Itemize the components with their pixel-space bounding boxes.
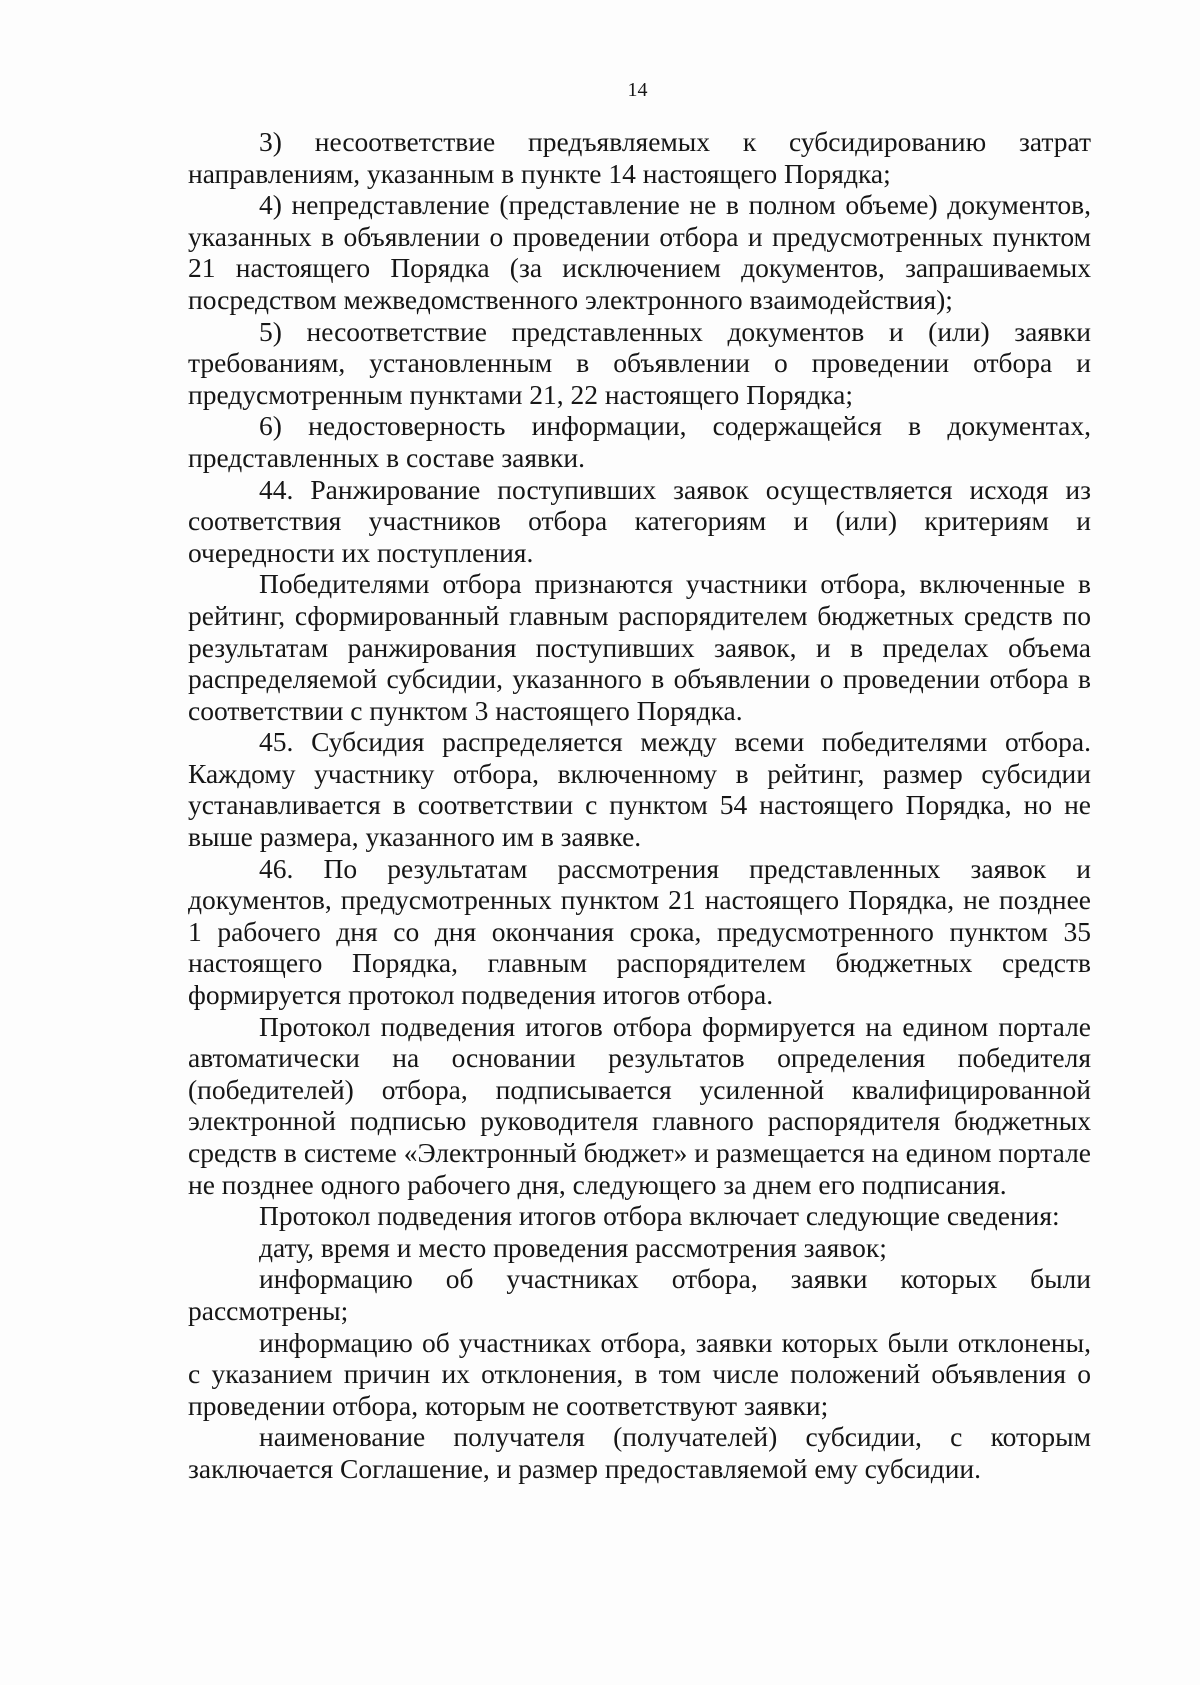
paragraph-protocol-contents: Протокол подведения итогов отбора включает следующие сведения: [259,1200,1060,1232]
page-number: 14 [627,79,648,101]
paragraph-clause-45: 45. Субсидия распределяется между всеми победителями отбора. Каждому участнику отбора, включенному в рейтинг, размер субсидии устанавливается в соответствии с пунктом 54 настоящего Порядка, но не выше размера, указанного им в заявке. [188,726,1091,853]
paragraph-protocol-formation: Протокол подведения итогов отбора формируется на едином портале автоматически на основании результатов определения победителя (победителей) отбора, подписывается усиленной квалифицированной электронной подписью руководителя главного распорядителя бюджетных средств в системе «Электронный бюджет» и размещается на едином портале не позднее одного рабочего дня, следующего за днем его подписания. [188,1010,1091,1200]
paragraph-list-considered: информацию об участниках отбора, заявки которых были рассмотрены; [188,1263,1091,1326]
paragraph-list-date: дату, время и место проведения рассмотрения заявок; [259,1231,887,1263]
paragraph-item-5: 5) несоответствие представленных документов и (или) заявки требованиям, установленным в объявлении о проведении отбора и предусмотренным пунктами 21, 22 настоящего Порядка; [188,315,1091,410]
paragraph-winners: Победителями отбора признаются участники отбора, включенные в рейтинг, сформированный главным распорядителем бюджетных средств по результатам ранжирования поступивших заявок, и в пределах объема распределяемой субсидии, указанного в объявлении о проведении отбора в соответствии с пунктом 3 настоящего Порядка. [188,568,1091,726]
paragraph-clause-44: 44. Ранжирование поступивших заявок осуществляется исходя из соответствия участников отбора категориям и (или) критериям и очередности их поступления. [188,473,1091,568]
paragraph-item-3: 3) несоответствие предъявляемых к субсидированию затрат направлениям, указанным в пункте 14 настоящего Порядка; [188,126,1091,189]
document-body [188,126,1091,1485]
paragraph-clause-46: 46. По результатам рассмотрения представленных заявок и документов, предусмотренных пунктом 21 настоящего Порядка, не позднее 1 рабочего дня со дня окончания срока, предусмотренного пунктом 35 настоящего Порядка, главным распорядителем бюджетных средств формируется протокол подведения итогов отбора. [188,852,1091,1011]
paragraph-list-rejected: информацию об участниках отбора, заявки которых были отклонены, с указанием причин их отклонения, в том числе положений объявления о проведении отбора, которым не соответствуют заявки; [188,1326,1091,1421]
paragraph-item-4: 4) непредставление (представление не в полном объеме) документов, указанных в объявлении о проведении отбора и предусмотренных пунктом 21 настоящего Порядка (за исключением документов, запрашиваемых посредством межведомственного электронного взаимодействия); [188,189,1091,315]
paragraph-list-recipient: наименование получателя (получателей) субсидии, с которым заключается Соглашение, и размер предоставляемой ему субсидии. [188,1421,1091,1484]
paragraph-item-6: 6) недостоверность информации, содержащейся в документах, представленных в составе заявки. [188,410,1091,473]
